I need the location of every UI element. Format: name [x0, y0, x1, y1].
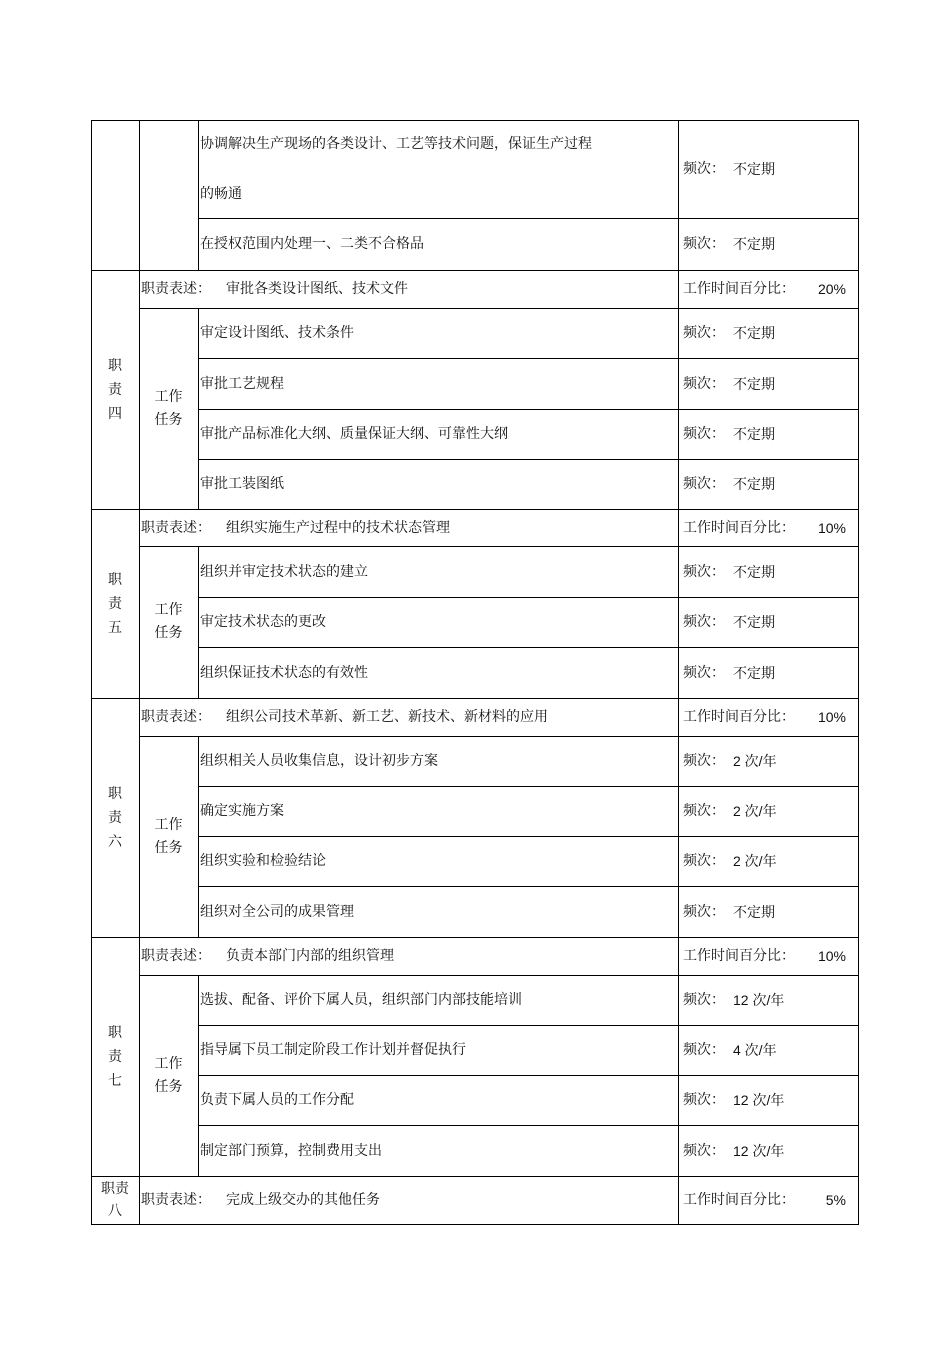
- duty-label: [91, 782, 139, 854]
- task-text: 审批工装图纸: [200, 476, 284, 492]
- duty-description-label: 职责表述：: [141, 709, 211, 725]
- frequency-value: 4 次/年: [733, 1042, 777, 1058]
- table-rule: [198, 546, 199, 698]
- duty-label-line: 责: [108, 810, 122, 826]
- frequency-label: 频次：: [683, 476, 725, 492]
- duty-description: 完成上级交办的其他任务: [226, 1192, 380, 1208]
- frequency-value: 不定期: [733, 564, 775, 580]
- table-rule: [139, 736, 858, 737]
- duty-separator: [91, 698, 859, 699]
- time-percent-value: 10%: [817, 520, 846, 536]
- frequency-value: 不定期: [733, 904, 775, 920]
- table-rule: [139, 120, 140, 270]
- table-rule: [139, 308, 858, 309]
- task-text: 的畅通: [200, 186, 242, 202]
- frequency-value: 不定期: [733, 236, 775, 252]
- frequency-label: 频次：: [683, 236, 725, 252]
- frequency-label: 频次：: [683, 161, 725, 177]
- duty-label-line: 七: [108, 1073, 122, 1089]
- task-text: 负责下属人员的工作分配: [200, 1092, 354, 1108]
- frequency-label: 频次：: [683, 1092, 725, 1108]
- duty-description: 组织实施生产过程中的技术状态管理: [226, 520, 450, 536]
- task-text: 组织相关人员收集信息，设计初步方案: [200, 753, 438, 769]
- task-label-line: 工作: [154, 1056, 183, 1072]
- table-rule: [139, 546, 858, 547]
- table-rule: [198, 836, 858, 837]
- table-rule: [139, 975, 858, 976]
- frequency-value: 2 次/年: [733, 753, 777, 769]
- task-text: 审定技术状态的更改: [200, 614, 326, 630]
- duty-label: [91, 354, 139, 426]
- frequency-label: 频次：: [683, 753, 725, 769]
- table-rule: [198, 647, 858, 648]
- frequency-value: 不定期: [733, 426, 775, 442]
- task-text: 审定设计图纸、技术条件: [200, 325, 354, 341]
- frequency-label: 频次：: [683, 614, 725, 630]
- table-right-border: [858, 120, 859, 1225]
- duty-description-label: 职责表述：: [141, 1192, 211, 1208]
- table-rule: [678, 509, 679, 698]
- table-rule: [198, 409, 858, 410]
- task-text: 组织实验和检验结论: [200, 853, 326, 869]
- table-top-border: [91, 120, 859, 121]
- task-text: 审批产品标准化大纲、质量保证大纲、可靠性大纲: [200, 426, 508, 442]
- time-percent-value: 20%: [817, 281, 846, 297]
- time-percent-label: 工作时间百分比：: [683, 709, 795, 725]
- duty-label-line: 责: [108, 382, 122, 398]
- table-rule: [139, 1224, 858, 1225]
- duty-separator: [91, 1176, 859, 1177]
- task-text: 制定部门预算，控制费用支出: [200, 1143, 382, 1159]
- task-text: 确定实施方案: [200, 803, 284, 819]
- task-text: 组织保证技术状态的有效性: [200, 665, 368, 681]
- frequency-label: 频次：: [683, 1042, 725, 1058]
- duty-label: [91, 1021, 139, 1093]
- duty-label-line: 责: [108, 1049, 122, 1065]
- frequency-label: 频次：: [683, 803, 725, 819]
- time-percent-label: 工作时间百分比：: [683, 281, 795, 297]
- frequency-value: 不定期: [733, 325, 775, 341]
- duty-separator: [91, 270, 859, 271]
- frequency-label: 频次：: [683, 992, 725, 1008]
- duty-description: 负责本部门内部的组织管理: [226, 948, 394, 964]
- duty-label: [91, 568, 139, 640]
- duty-label-line: 五: [108, 620, 122, 636]
- task-label-line: 任务: [154, 412, 183, 428]
- table-rule: [198, 358, 858, 359]
- frequency-value: 12 次/年: [733, 992, 785, 1008]
- task-text: 组织对全公司的成果管理: [200, 904, 354, 920]
- task-label-line: 任务: [154, 625, 183, 641]
- task-label-line: 任务: [154, 1079, 183, 1095]
- table-rule: [198, 597, 858, 598]
- frequency-label: 频次：: [683, 564, 725, 580]
- frequency-value: 2 次/年: [733, 853, 777, 869]
- frequency-label: 频次：: [683, 325, 725, 341]
- frequency-value: 不定期: [733, 665, 775, 681]
- table-rule: [198, 1025, 858, 1026]
- duty-label-line: 职: [108, 358, 122, 374]
- frequency-label: 频次：: [683, 665, 725, 681]
- frequency-value: 不定期: [733, 161, 775, 177]
- duty-label-line: 六: [108, 834, 122, 850]
- table-rule: [139, 1176, 140, 1224]
- time-percent-value: 5%: [825, 1192, 846, 1208]
- time-percent-value: 10%: [817, 948, 846, 964]
- duty-label-line: 职: [108, 1025, 122, 1041]
- task-label-line: 工作: [154, 602, 183, 618]
- frequency-value: 不定期: [733, 614, 775, 630]
- duty-description-label: 职责表述：: [141, 948, 211, 964]
- table-rule: [198, 1075, 858, 1076]
- frequency-value: 不定期: [733, 476, 775, 492]
- task-label: [139, 386, 198, 432]
- task-label-line: 任务: [154, 840, 183, 856]
- duty-label: [91, 1178, 139, 1222]
- task-label-line: 工作: [154, 817, 183, 833]
- table-rule: [198, 886, 858, 887]
- duty-label-line: 职责: [101, 1181, 129, 1197]
- table-rule: [678, 270, 679, 509]
- time-percent-label: 工作时间百分比：: [683, 948, 795, 964]
- frequency-label: 频次：: [683, 376, 725, 392]
- frequency-label: 频次：: [683, 426, 725, 442]
- duty-separator: [91, 509, 859, 510]
- duty-description-label: 职责表述：: [141, 520, 211, 536]
- table-rule: [678, 120, 679, 270]
- time-percent-label: 工作时间百分比：: [683, 1192, 795, 1208]
- frequency-value: 不定期: [733, 376, 775, 392]
- task-text: 在授权范围内处理一、二类不合格品: [200, 236, 424, 252]
- table-rule: [678, 1176, 679, 1224]
- duty-label-line: 四: [108, 406, 122, 422]
- task-label: [139, 1053, 198, 1099]
- task-text: 指导属下员工制定阶段工作计划并督促执行: [200, 1042, 466, 1058]
- task-label: [139, 814, 198, 860]
- frequency-value: 2 次/年: [733, 803, 777, 819]
- table-rule: [198, 786, 858, 787]
- frequency-label: 频次：: [683, 853, 725, 869]
- duty-label-line: 职: [108, 786, 122, 802]
- task-text: 审批工艺规程: [200, 376, 284, 392]
- duty-label-line: 职: [108, 572, 122, 588]
- table-rule: [198, 120, 199, 270]
- task-text: 协调解决生产现场的各类设计、工艺等技术问题，保证生产过程: [200, 136, 592, 152]
- duty-description: 组织公司技术革新、新工艺、新技术、新材料的应用: [226, 709, 548, 725]
- frequency-value: 12 次/年: [733, 1092, 785, 1108]
- table-rule: [678, 937, 679, 1176]
- duty-separator: [91, 937, 859, 938]
- task-text: 组织并审定技术状态的建立: [200, 564, 368, 580]
- duty-label-line: 责: [108, 596, 122, 612]
- duty-label-line: 八: [108, 1203, 122, 1219]
- table-rule: [198, 1125, 858, 1126]
- table-rule: [198, 459, 858, 460]
- table-rule: [198, 218, 858, 219]
- time-percent-value: 10%: [817, 709, 846, 725]
- task-text: 选拔、配备、评价下属人员，组织部门内部技能培训: [200, 992, 522, 1008]
- frequency-value: 12 次/年: [733, 1143, 785, 1159]
- time-percent-label: 工作时间百分比：: [683, 520, 795, 536]
- frequency-label: 频次：: [683, 904, 725, 920]
- duty-description: 审批各类设计图纸、技术文件: [226, 281, 408, 297]
- duty-description-label: 职责表述：: [141, 281, 211, 297]
- task-label: [139, 599, 198, 645]
- table-rule: [678, 698, 679, 937]
- task-label-line: 工作: [154, 389, 183, 405]
- frequency-label: 频次：: [683, 1143, 725, 1159]
